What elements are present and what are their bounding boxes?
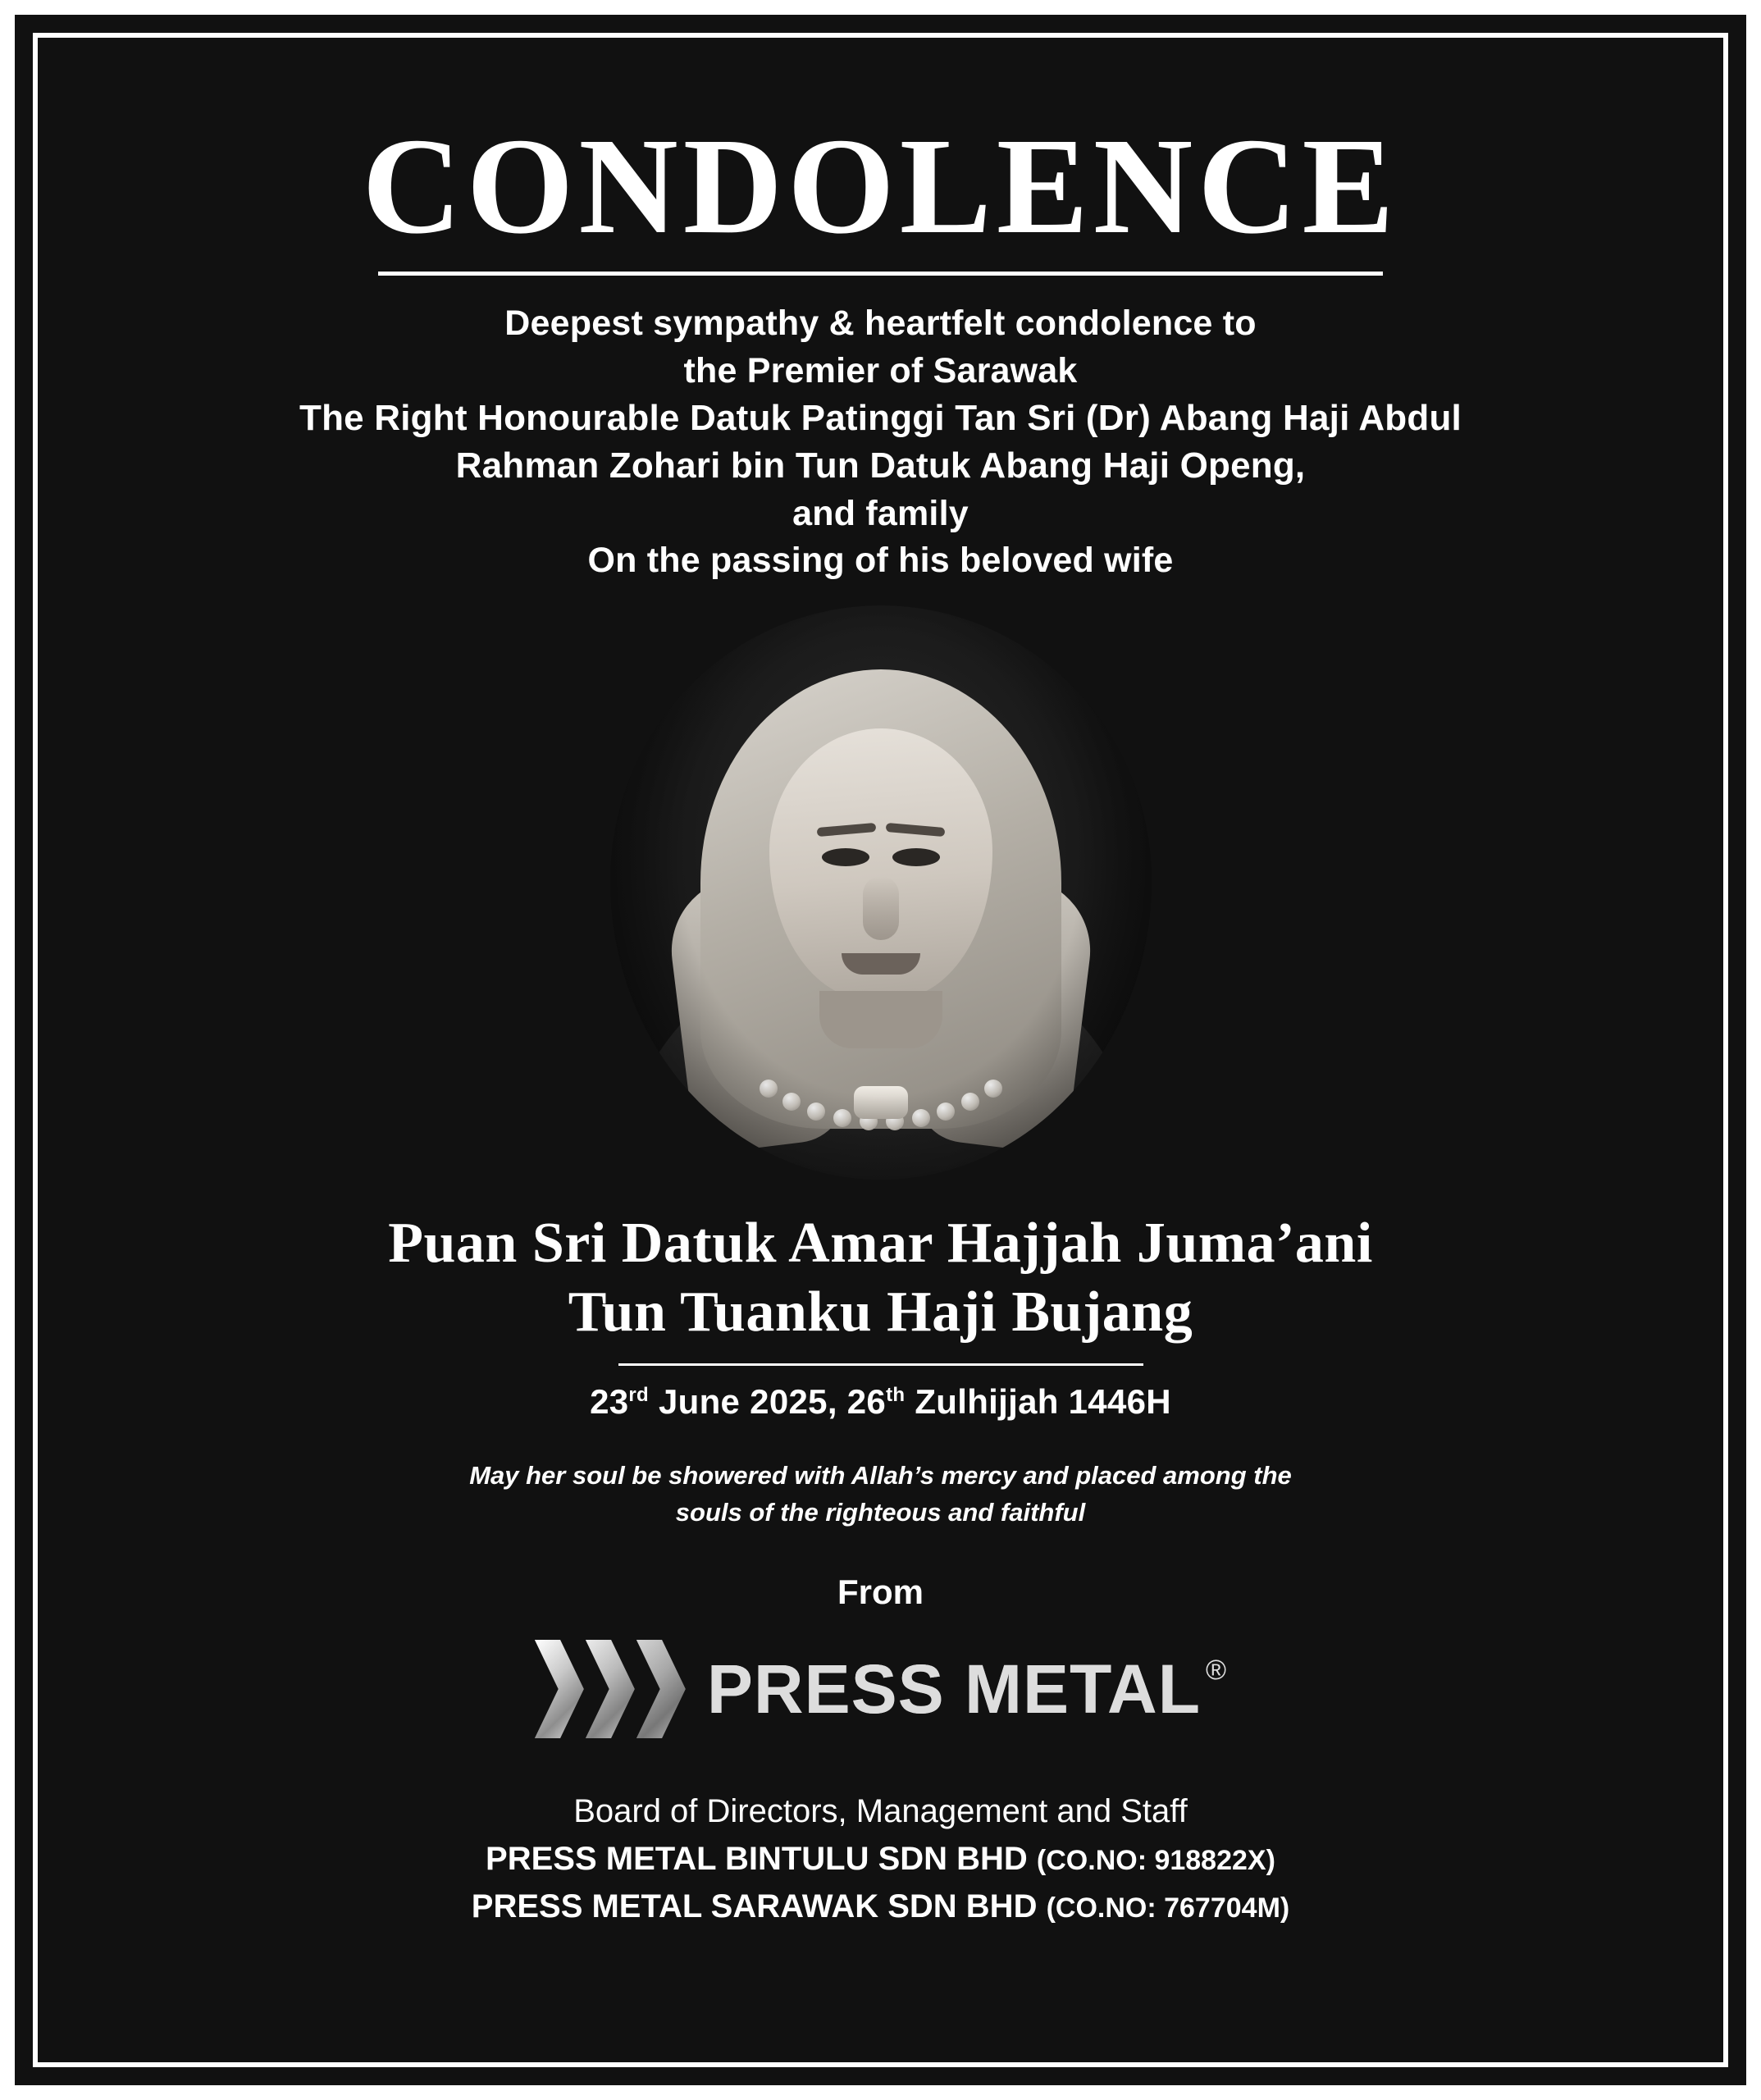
footer-company-1: PRESS METAL BINTULU SDN BHD [486,1841,1037,1878]
sympathy-line-3: The Right Honourable Datuk Patinggi Tan Sri (Dr) Abang Haji Abdul [299,397,1462,438]
footer-company-2: PRESS METAL SARAWAK SDN BHD [471,1888,1047,1925]
footer-block [472,1787,1289,1930]
footer-line-2 [472,1835,1289,1883]
poster-black-field [15,15,1746,2085]
divider-top [378,272,1383,276]
prayer-line-2: souls of the righteous and faithful [675,1498,1086,1527]
deceased-name [388,1209,1373,1347]
registered-trademark-icon: ® [1206,1654,1227,1686]
sympathy-line-5: and family [792,493,969,533]
sympathy-line-1: Deepest sympathy & heartfelt condolence to [504,304,1257,344]
logo-wordmark: PRESS METAL [706,1650,1202,1728]
chevron-logo-icon [535,1640,686,1738]
logo-text [707,1650,1226,1729]
footer-company-2-regno: (CO.NO: 767704M) [1046,1892,1290,1924]
from-label: From [837,1573,924,1612]
deceased-name-line-1: Puan Sri Datuk Amar Hajjah Juma’ani [388,1212,1373,1276]
footer-line-1: Board of Directors, Management and Staff [573,1793,1188,1830]
date-month-year: June 2025, [649,1382,847,1422]
sympathy-line-6: On the passing of his beloved wife [587,540,1174,580]
footer-line-3 [472,1883,1289,1930]
date-day: 23 [590,1382,629,1422]
press-metal-logo [535,1640,1226,1738]
prayer-line-1: May her soul be showered with Allah’s mercy and placed among the [469,1461,1292,1491]
deceased-name-line-2: Tun Tuanku Haji Bujang [568,1281,1193,1344]
hijri-day-suffix: th [886,1384,906,1407]
chevron-icon-3 [636,1640,686,1738]
poster-frame [33,33,1728,2067]
hijri-rest: Zulhijjah 1446H [905,1382,1171,1422]
chevron-icon-2 [586,1640,635,1738]
sympathy-line-4: Rahman Zohari bin Tun Datuk Abang Haji Openg, [455,445,1306,486]
date-of-passing [590,1382,1171,1422]
hijri-day: 26 [846,1382,887,1422]
sympathy-block [299,300,1462,584]
footer-company-1-regno: (CO.NO: 918822X) [1036,1845,1275,1877]
page-title: CONDOLENCE [362,110,1399,262]
date-day-suffix: rd [628,1384,650,1407]
prayer-text [469,1458,1292,1532]
divider-middle [618,1363,1143,1366]
sympathy-line-2: the Premier of Sarawak [683,350,1078,390]
portrait-photo [610,605,1152,1180]
chevron-icon-1 [535,1640,584,1738]
portrait-vignette [610,605,1152,1180]
portrait-wrapper [610,605,1152,1180]
